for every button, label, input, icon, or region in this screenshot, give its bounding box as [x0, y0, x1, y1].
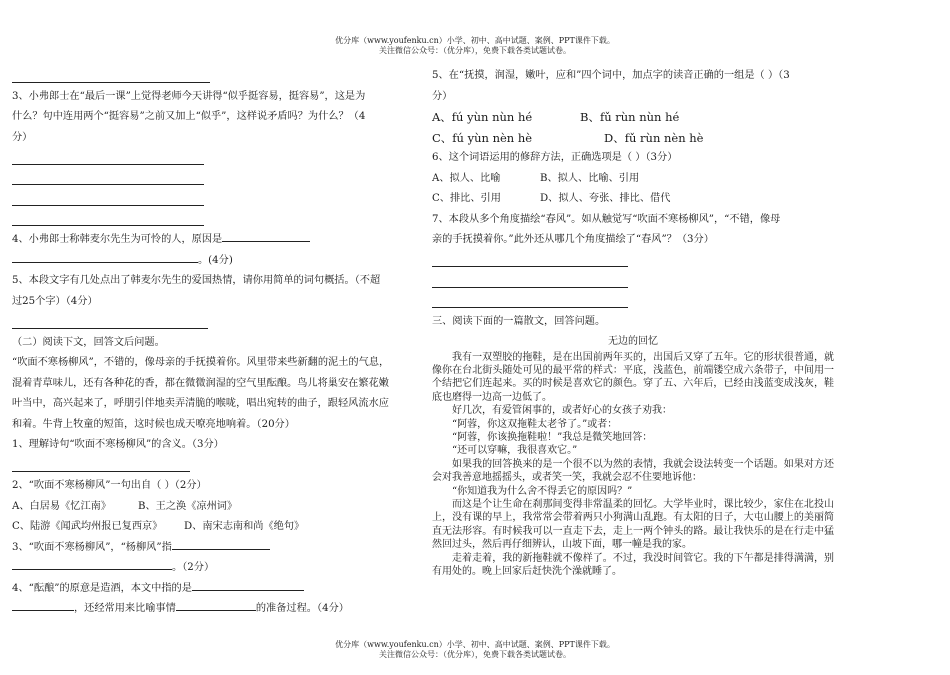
answer-line[interactable]: [12, 169, 412, 190]
essay-paragraph: “你知道我为什么舍不得丢它的原因吗？”: [452, 485, 633, 497]
option-row: [432, 128, 834, 149]
option-b[interactable]: B、王之涣《凉州词》: [138, 500, 238, 512]
right-column: [432, 66, 834, 578]
answer-line[interactable]: [432, 271, 834, 292]
question-text: 分）: [432, 90, 453, 102]
answer-line[interactable]: [432, 292, 834, 313]
section-title: （二）阅读下文，回答文后问题。: [12, 336, 165, 348]
essay-paragraph: 我有一双塑胶的拖鞋，是在出国前两年买的，出国后又穿了五年。它的形状很普通，就像你在台北街头随处可见的最平常的样式：平底，浅蓝色，前端镂空成六条带子，中间用一个结把它们连起来。买的时候是喜欢它的颜色。穿了五、六年后，已经由浅蓝变成浅灰，鞋底也磨得一边高一边低了。: [432, 351, 834, 403]
question-4: [12, 579, 412, 600]
question-text: 。（2分）: [172, 562, 215, 573]
option-d[interactable]: D、拟人、夸张、排比、借代: [540, 193, 671, 204]
question-text: 。(4分): [198, 254, 233, 266]
essay-title: 无边的回忆: [608, 335, 658, 347]
option-c[interactable]: C、fú yùn nèn hè: [432, 130, 533, 145]
option-c[interactable]: C、陆游《闻武均州报已复西京》: [12, 521, 163, 532]
question-text: 2、“吹面不寒杨柳风”一句出自（ ）（2分）: [12, 480, 207, 491]
option-row: [432, 107, 834, 128]
option-row: [12, 517, 412, 538]
question-4-cont: [12, 599, 412, 620]
essay-paragraph: “还可以穿嘛，我很喜欢它。”: [452, 445, 578, 457]
left-column: [12, 66, 412, 620]
essay-paragraph: “阿蓉，你这双拖鞋太老爷了。”或者：: [452, 418, 618, 430]
question-text: 3、“吹面不寒杨柳风”，“杨柳风”指: [12, 541, 172, 553]
answer-line[interactable]: [12, 456, 412, 477]
question-text: 7、本段从多个角度描绘“春风”。如从触觉写“吹面不寒杨柳风”，“不错，像母: [432, 213, 781, 225]
question-text: 什么？句中连用两个“挺容易”之前又加上“似乎”，这样说矛盾吗？为什么？（4: [12, 111, 366, 122]
fill-blank[interactable]: [176, 600, 256, 611]
passage-line: 和着。牛背上牧童的短笛，这时候也成天嘹亮地响着。（20分）: [12, 418, 295, 430]
question-text: 5、本段文字有几处点出了韩麦尔先生的爱国热情，请你用简单的词句概括。（不超: [12, 275, 381, 286]
fill-blank[interactable]: [172, 539, 270, 550]
essay-paragraph: 走着走着，我的新拖鞋就不像样了。不过，我没时间管它。我的下午都是排得满满，别有用处的。晚上回家后赶快洗个澡就睡了。: [432, 552, 834, 577]
essay-paragraph: 如果我的回答换来的是一个很不以为然的表情，我就会设法转变一个话题。如果对方还会对我善意地摇摇头，或者笑一笑，我就会忍不住要地诉他：: [432, 458, 834, 484]
question-3: [12, 538, 412, 559]
essay-paragraph: “阿蓉，你该换拖鞋啦！”我总是微笑地回答：: [452, 431, 653, 443]
question-text: 5、在“抚摸，润湿，嫩叶，应和”四个词中，加点字的读音正确的一组是（ ）（3: [432, 70, 790, 81]
option-c[interactable]: C、排比、引用: [432, 193, 501, 204]
passage-line: “吹面不寒杨柳风”，不错的，像母亲的手抚摸着你。风里带来些新翻的泥土的气息，: [12, 357, 390, 368]
question-text: ，还经常用来比喻事情: [74, 603, 176, 614]
answer-line[interactable]: [432, 251, 834, 272]
fill-blank[interactable]: [222, 231, 310, 242]
answer-line[interactable]: [12, 312, 412, 333]
option-b[interactable]: B、拟人、比喻、引用: [540, 172, 640, 184]
answer-line[interactable]: [12, 210, 412, 231]
question-text: 4、“酝酿”的原意是造酒，本文中指的是: [12, 582, 192, 594]
option-a[interactable]: A、拟人、比喻: [432, 172, 501, 184]
question-text: 1、理解诗句“吹面不寒杨柳风”的含义。（3分）: [12, 439, 224, 450]
footer-line-2: 关注微信公众号：（优分库），免费下载各类试题试卷。: [379, 650, 571, 659]
page-header: [0, 36, 950, 56]
question-text: 4、小弗郎士称韩麦尔先生为可怜的人，原因是: [12, 234, 223, 245]
question-text: 6、这个词语运用的修辞方法，正确选项是（ ）（3分）: [432, 152, 678, 163]
question-text: 过25个字）（4分）: [12, 295, 98, 307]
question-4: [12, 230, 412, 251]
option-b[interactable]: B、fǔ rùn nùn hé: [580, 110, 680, 124]
passage-line: 叶当中，高兴起来了，呼朋引伴地卖弄清脆的喉咙，唱出宛转的曲子，跟轻风流水应: [12, 398, 389, 409]
fill-blank[interactable]: [12, 600, 74, 611]
option-row: [432, 169, 834, 190]
answer-line[interactable]: [12, 66, 412, 87]
option-a[interactable]: A、白居易《忆江南》: [12, 500, 112, 512]
option-a[interactable]: A、fú yùn nùn hé: [432, 110, 533, 124]
footer-line-1: 优分库（www.youfenku.cn）小学、初中、高中试题、案例、PPT课件下载。: [335, 640, 615, 649]
answer-line[interactable]: [12, 189, 412, 210]
passage-line: 混着青草味儿，还有各种花的香，都在微微润湿的空气里酝酿。鸟儿将巢安在繁花嫩: [12, 377, 389, 389]
question-text: 的准备过程。（4分）: [255, 603, 349, 614]
question-text: 分）: [12, 131, 33, 143]
option-row: [432, 189, 834, 210]
question-4-cont: [12, 251, 412, 272]
option-d[interactable]: D、fǔ rùn nèn hè: [604, 130, 704, 145]
option-d[interactable]: D、南宋志南和尚《绝句》: [184, 521, 305, 532]
fill-blank[interactable]: [12, 252, 198, 263]
option-row: [12, 497, 412, 518]
page-footer: [0, 640, 950, 660]
fill-blank[interactable]: [192, 580, 304, 591]
header-line-1: 优分库（www.youfenku.cn）小学、初中、高中试题、案例、PPT课件下载。: [335, 36, 615, 45]
question-text: 3、小弗郎士在“最后一课”上觉得老师今天讲得“似乎挺容易，挺容易”，这是为: [12, 90, 366, 102]
header-line-2: 关注微信公众号：（优分库），免费下载各类试题试卷。: [379, 46, 571, 55]
answer-line[interactable]: [12, 148, 412, 169]
question-3-cont: [12, 558, 412, 579]
fill-blank[interactable]: [12, 559, 172, 570]
essay-paragraph: 而这是个让生命在刹那间变得非常温柔的回忆。大学毕业时，课比较少，家住在北投山上，没有课的早上，我常常会带着两只小狗满山乱跑。有太阳的日子，大屯山腰上的美丽简直无法形容。有时候我可以一直走下去，走上一两个钟头的路。最让我快乐的是在行走中猛然回过头，然后再仔细辨认，山坡下面，哪一幢是我的家。: [432, 498, 834, 551]
section-title: 三、阅读下面的一篇散文，回答问题。: [432, 316, 606, 327]
essay-paragraph: 好几次，有爱管闲事的，或者好心的女孩子劝我：: [452, 405, 672, 417]
essay-body: [432, 351, 834, 579]
question-text: 亲的手抚摸着你。”此外还从哪几个角度描绘了“春风”？（3分）: [432, 234, 714, 245]
